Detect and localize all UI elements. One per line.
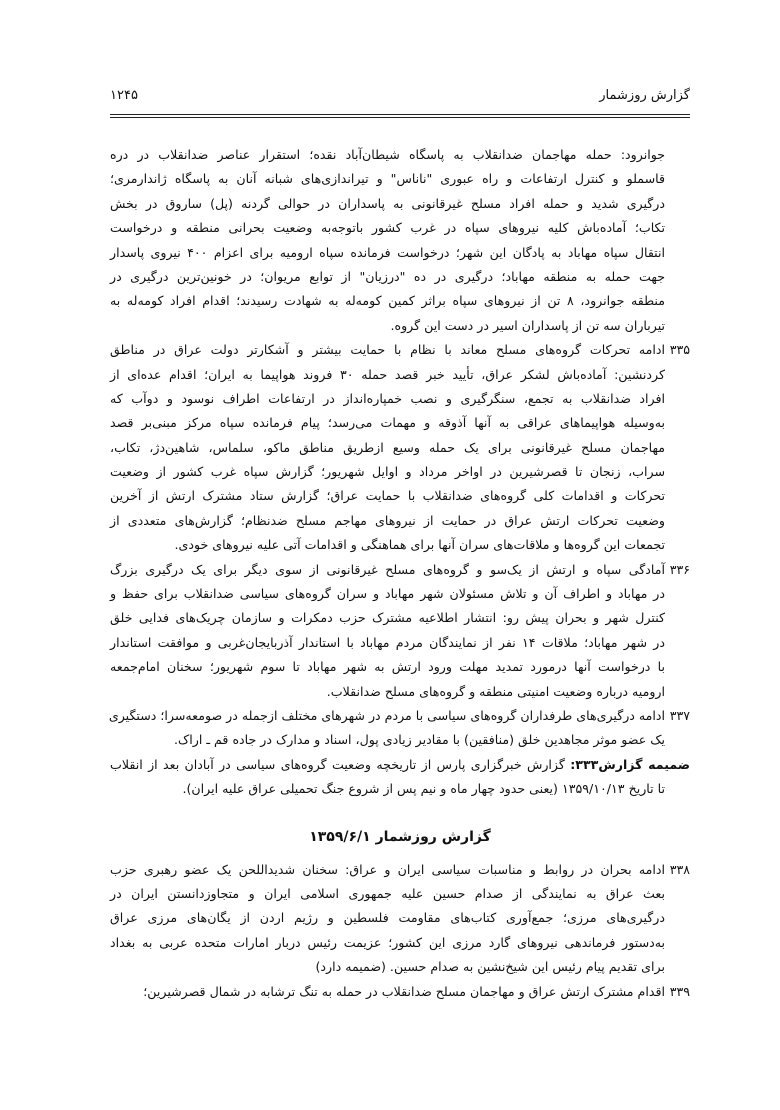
text-line: کردنشین: آماده‌باش لشکر عراق، تأیید خبر قصد حمله ۳۰ فروند هواپیما به ایران؛ اقدام عده‌ای از: [110, 366, 665, 382]
text-line: تجمعات این گروه‌ها و ملاقات‌های سران آنها برای هماهنگی و اقدامات آتی علیه نیروهای خودی.: [174, 537, 665, 553]
text-line: افراد ضدانقلاب به تجمع، سنگرگیری و نصب خمپاره‌انداز در ارتفاعات اطراف نوسود و دوآب که: [110, 390, 665, 406]
text-line: بعث عراق به نمایندگی از صدام حسین علیه جمهوری اسلامی ایران و متجاوزدانستن ایران در: [110, 885, 665, 901]
text-line: در شهر مهاباد؛ ملاقات ۱۴ نفر از نمایندگان مردم مهاباد با استاندار آذربایجان‌غربی و موافقت استاندار: [110, 634, 665, 650]
text-line: تکاب؛ آماده‌باش کلیه نیروهای سپاه در غرب کشور باتوجه‌به وضعیت بحرانی منطقه و درخواست: [110, 220, 665, 236]
text-line: درگیری‌های مرزی؛ جمع‌آوری کتاب‌های مقاومت فلسطین و رژیم اردن از یگان‌های مرزی عراق: [110, 910, 665, 926]
text-line: [110, 858, 690, 882]
entry-paragraph: [110, 980, 690, 1004]
entry-number: ۳۳۸: [669, 861, 690, 877]
text-line: مهاجمان مسلح غیرقانونی برای یک حمله وسیع ازطریق مناطق ماکو، سلماس، شاهین‌دژ، تکاب،: [110, 439, 665, 455]
text-line: سراب، زنجان تا قصرشیرین در اواخر مرداد و اوایل شهریور؛ گزارش سپاه غرب کشور از وضعیت: [110, 464, 665, 480]
text-line: جهت حمله به منطقه مهاباد؛ درگیری در ده "درزیان" از توابع مریوان؛ در خونین‌ترین درگیری در: [110, 268, 665, 284]
text-line: [110, 753, 690, 777]
running-title: گزارش روزشمار: [599, 88, 690, 103]
entry-paragraph: [110, 858, 690, 980]
entry-text: آمادگی سپاه و ارتش از یک‌سو و گروه‌های مسلح غیرقانونی از سوی دیگر برای یک درگیری بزرگ: [110, 561, 665, 577]
annex-label: ضمیمه گزارش۳۳۳:: [570, 756, 690, 772]
page-header: [110, 88, 690, 112]
entry-number: ۳۳۷: [669, 707, 690, 723]
text-line: قاسملو و کنترل ارتفاعات و راه عبوری "ناناس" و تیراندازی‌های شبانه آنان به پاسگاه ژاندارمری؛: [110, 171, 665, 187]
text-line: منطقه جوانرود، ۸ تن از نیروهای سپاه براثر کمین کومه‌له به شهادت رسیدند؛ اقدام افراد کومه‌له به: [110, 293, 665, 309]
entry-text: گزارش خبرگزاری پارس از تاریخچه وضعیت گروه‌های سیاسی در آبادان بعد از انقلاب: [110, 756, 565, 772]
text-line: در مهاباد و اطراف آن و تلاش مسئولان شهر مهاباد و سران گروه‌های سیاسی ضدانقلاب برای حفظ و: [110, 586, 665, 602]
text-line: [110, 704, 690, 728]
header-double-rule: [110, 114, 690, 118]
text-line: ارومیه درباره وضعیت امنیتی منطقه و گروه‌های مسلح ضدانقلاب.: [326, 683, 665, 699]
section-title: گزارش روزشمار ۱۳۵۹/۶/۱: [309, 828, 491, 845]
text-line: با درخواست آنها درمورد تمدید مهلت ورود ارتش به شهر مهاباد تا سوم شهریور؛ سخنان امام‌جمعه: [110, 659, 665, 675]
text-line: [110, 980, 690, 1004]
text-line: [110, 338, 690, 362]
text-line: به‌وسیله هواپیماهای عراقی به آنها آذوقه و مهمات می‌رسد؛ پیام فرمانده سپاه مرکز مبنی‌بر قصد: [110, 415, 665, 431]
entry-number: ۳۳۵: [669, 342, 690, 358]
intro-paragraph: [110, 143, 690, 338]
text-line: [110, 558, 690, 582]
entry-text: اقدام مشترک ارتش عراق و مهاجمان مسلح ضدانقلاب در حمله به تنگ ترشابه در شمال قصرشیرین؛: [143, 983, 665, 999]
entry-paragraph: [110, 338, 690, 558]
page-number: ۱۲۴۵: [110, 88, 138, 103]
entry-text: ادامه تحرکات گروه‌های مسلح معاند با نظام با حمایت بیشتر و آشکارتر دولت عراق در مناطق: [110, 342, 665, 358]
entry-paragraph: [110, 558, 690, 704]
entry-paragraph: [110, 704, 690, 753]
text-line: تحرکات و اقدامات کلی گروه‌های ضدانقلاب با حمایت عراق؛ گزارش ستاد مشترک ارتش از آخرین: [110, 488, 665, 504]
text-line: درگیری شدید و حمله افراد مسلح غیرقانونی به پاسداران در حوالی گردنه (پل) ساروق در بخش: [110, 195, 665, 211]
text-line: وضعیت تحرکات ارتش عراق در حمایت از نیروهای مهاجم مسلح ضدنظام؛ گزارش‌های متعددی از: [110, 512, 665, 528]
text-line: یک عضو موثر مجاهدین خلق (منافقین) با مقادیر زیادی پول، اسناد و مدارک در جاده قم ـ اراک.: [173, 732, 665, 748]
text-line: تا تاریخ ۱۳۵۹/۱۰/۱۳ (یعنی حدود چهار ماه و نیم پس از شروع جنگ تحمیلی عراق علیه ایران).: [182, 781, 665, 797]
entries-list-2: [110, 858, 690, 1004]
entries-list: [110, 338, 690, 753]
text-line: تیرباران سه تن از پاسداران اسیر در دست این گروه.: [390, 317, 665, 333]
entry-text: ادامه درگیری‌های طرفداران گروه‌های سیاسی با مردم در شهرهای مختلف ازجمله در صومعه‌سرا؛ دستگیری: [108, 707, 665, 723]
entry-number: ۳۳۶: [669, 561, 690, 577]
entry-text: ادامه بحران در روابط و مناسبات سیاسی ایران و عراق: سخنان شدیداللحن یک عضو رهبری حزب: [110, 861, 665, 877]
text-line: کنترل شهر و بحران پیش رو: انتشار اطلاعیه مشترک حزب دمکرات و سازمان چریک‌های فدایی خلق: [110, 610, 665, 626]
document-body: [110, 143, 690, 1004]
entry-number: ۳۳۹: [669, 983, 690, 999]
text-line: برای تقدیم پیام رئیس این شیخ‌نشین به صدام حسین. (ضمیمه دارد): [315, 959, 665, 975]
text-line: به‌دستور فرماندهی نیروهای گارد مرزی این کشور؛ عزیمت رئیس دربار امارات متحده عربی به بغداد: [110, 934, 665, 950]
text-line: جوانرود: حمله مهاجمان ضدانقلاب به پاسگاه شیطان‌آباد نقده؛ استقرار عناصر ضدانقلاب در دره: [110, 147, 665, 162]
annex-paragraph: [110, 753, 690, 802]
text-line: انتقال سپاه مهاباد به پادگان این شهر؛ درخواست فرمانده سپاه ارومیه برای اعزام ۴۰۰ نیروی پاسدار: [110, 244, 665, 260]
